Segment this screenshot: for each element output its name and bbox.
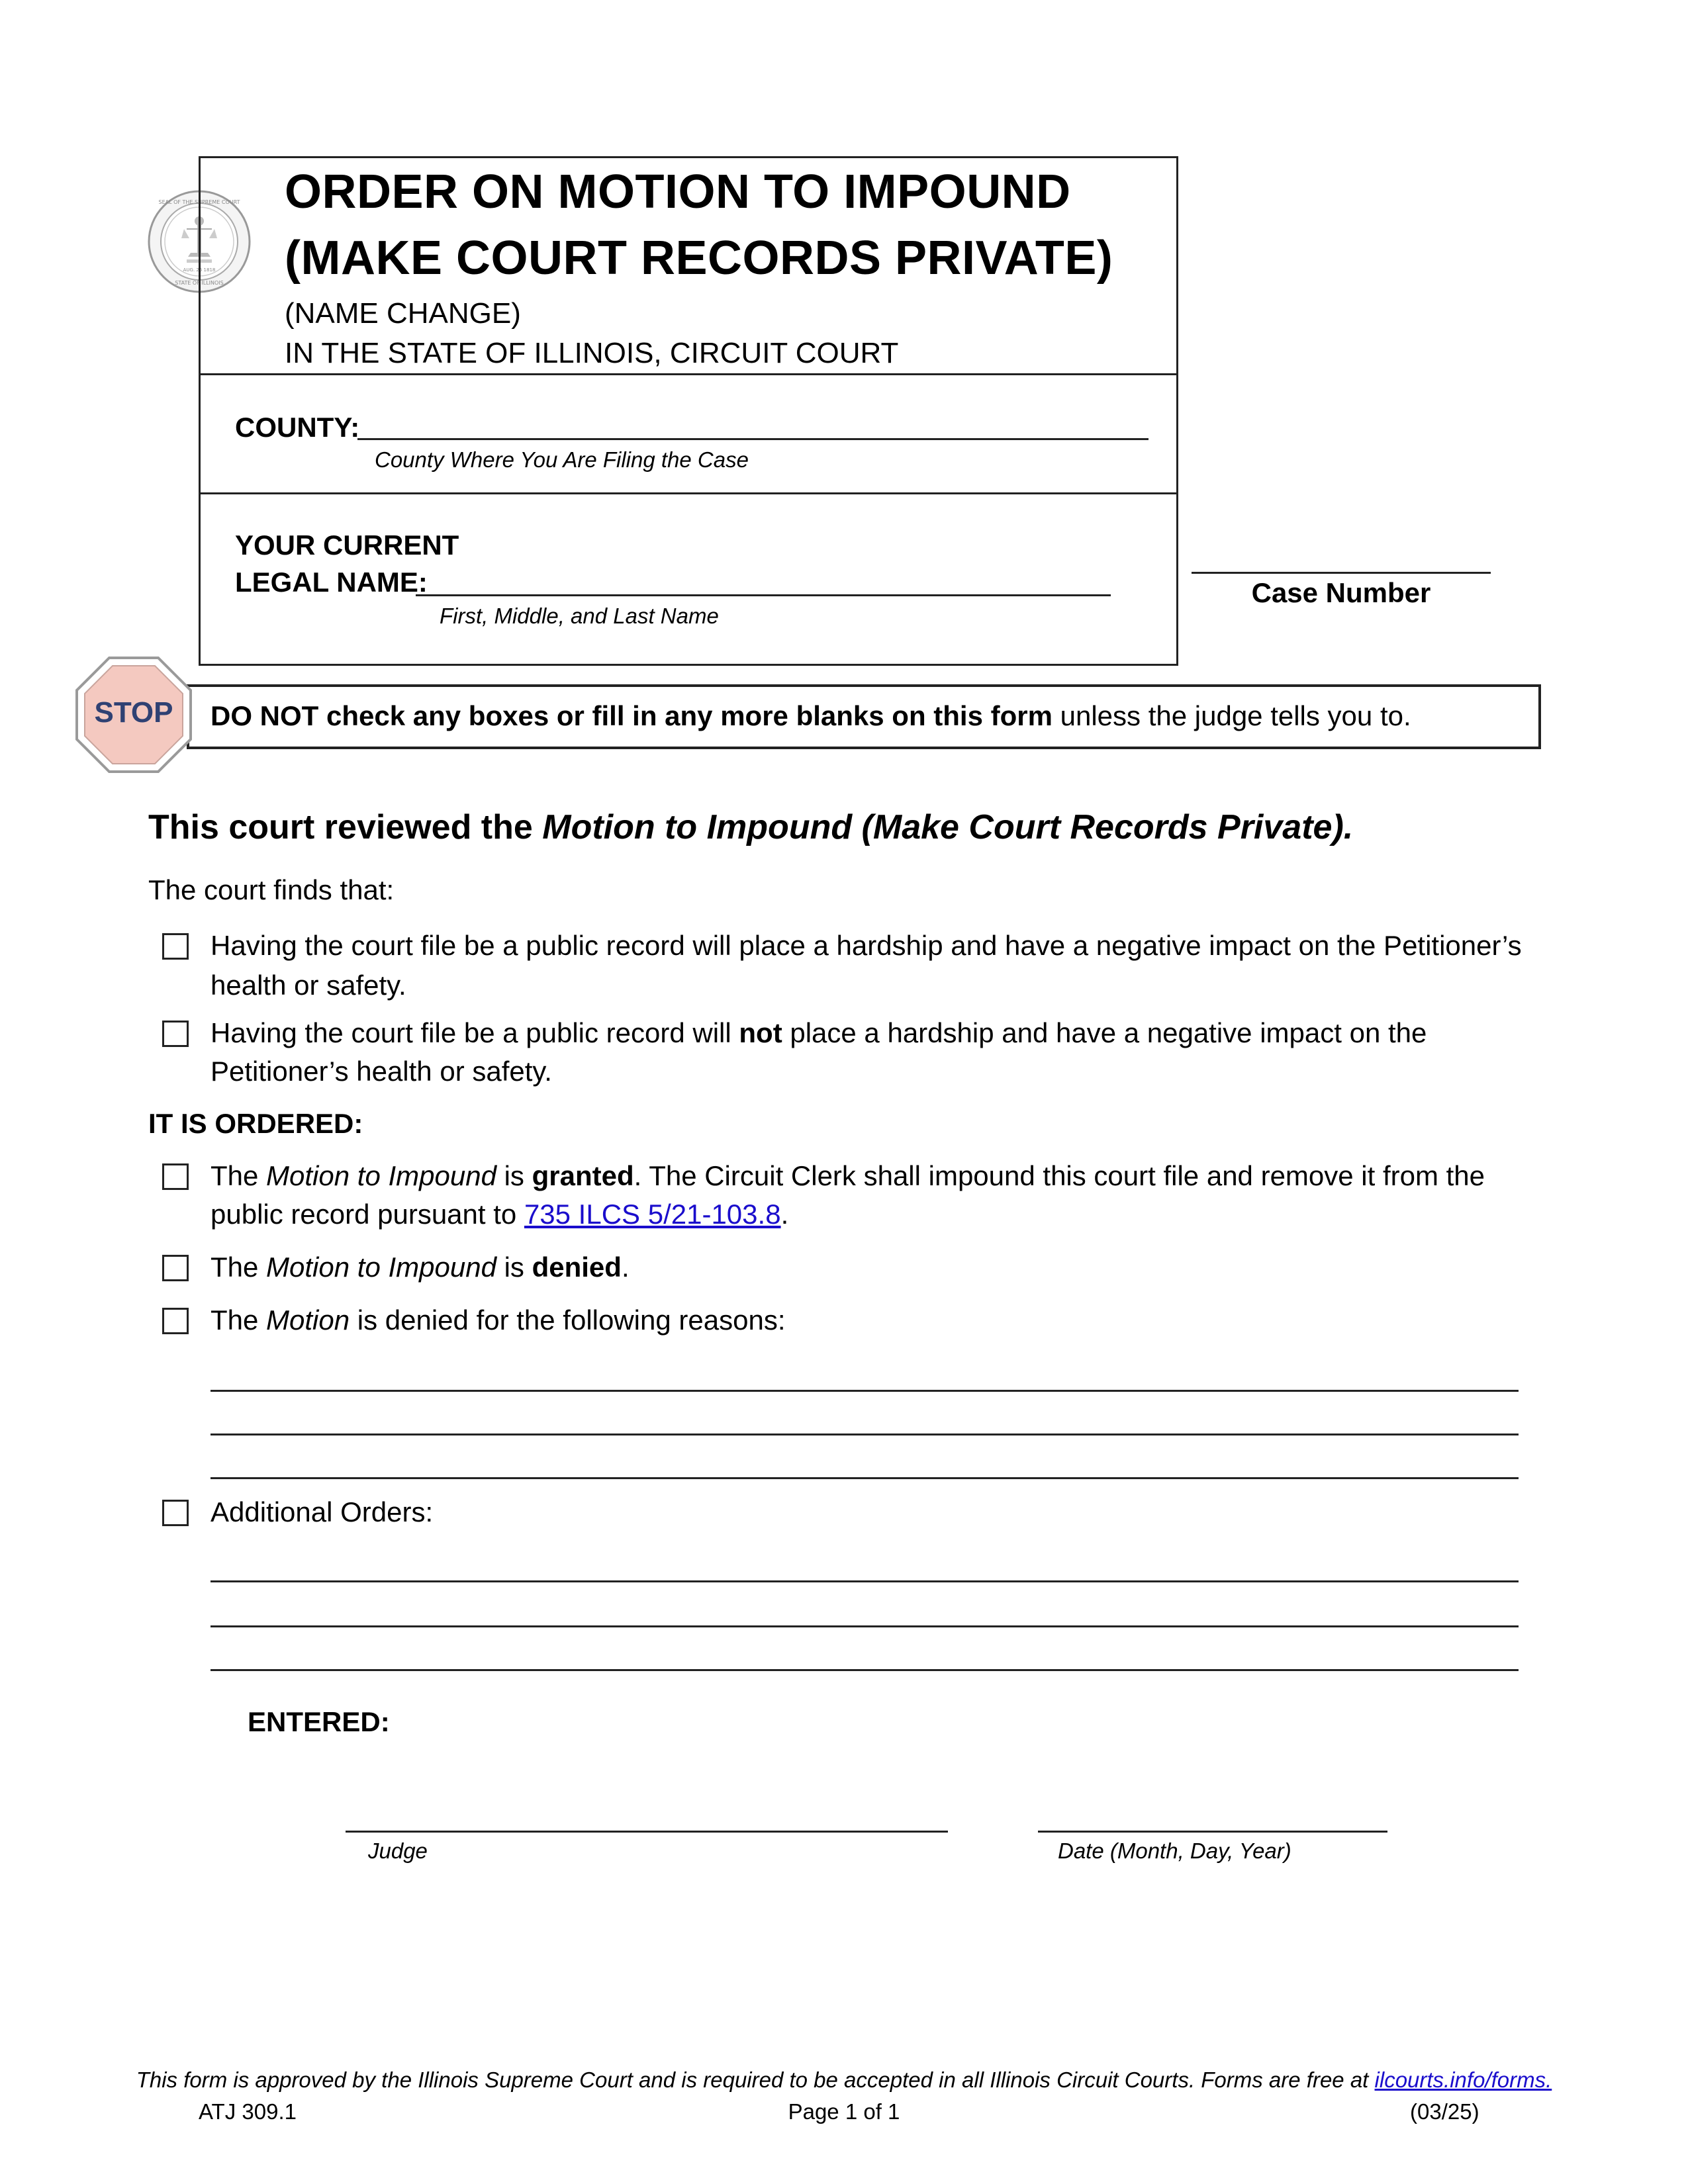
order-denied-checkbox[interactable] (162, 1255, 189, 1281)
legal-name-field[interactable] (416, 594, 1111, 596)
finding-hardship-checkbox[interactable] (162, 933, 189, 960)
county-label: COUNTY: (235, 412, 360, 443)
case-number-field[interactable] (1192, 572, 1491, 574)
review-heading (148, 807, 1353, 847)
county-hint: County Where You Are Filing the Case (375, 447, 749, 472)
order-granted-rest: . The Circuit Clerk shall impound this court file and remove it from the (633, 1160, 1485, 1191)
court-name: IN THE STATE OF ILLINOIS, CIRCUIT COURT (285, 337, 899, 369)
form-version: (03/25) (1410, 2099, 1479, 2124)
order-granted-word: granted (532, 1160, 634, 1191)
stop-warning-bold: DO NOT check any boxes or fill in any more blanks on this form (211, 700, 1053, 731)
finding-no-hardship-text-b: place a hardship and have a negative impact on the (782, 1017, 1427, 1048)
additional-order-line[interactable] (211, 1625, 1519, 1627)
order-denied-is: is (496, 1251, 532, 1283)
form-title-line2: (MAKE COURT RECORDS PRIVATE) (285, 232, 1113, 285)
stop-warning-text (211, 700, 1411, 732)
caption-divider (201, 492, 1176, 494)
order-granted-is: is (496, 1160, 532, 1191)
judge-signature-line[interactable] (346, 1831, 948, 1833)
order-denied-reasons-motion: Motion (266, 1304, 350, 1336)
order-granted-line2 (211, 1195, 788, 1234)
forms-website-link[interactable]: ilcourts.info/forms. (1374, 2068, 1552, 2092)
order-granted-line1 (211, 1157, 1485, 1195)
finding-no-hardship-not: not (739, 1017, 782, 1048)
order-granted-pursuant: public record pursuant to (211, 1199, 524, 1230)
date-line[interactable] (1038, 1831, 1387, 1833)
footer-approval-text: This form is approved by the Illinois Supreme Court and is required to be accepted in all Illinois Circuit Courts. Forms are free at (136, 2068, 1375, 2092)
it-is-ordered-heading: IT IS ORDERED: (148, 1108, 363, 1139)
seal-inner-text: STATE OF ILLINOIS (175, 280, 224, 286)
order-denied-reasons-rest: is denied for the following reasons: (350, 1304, 786, 1336)
form-title-line1: ORDER ON MOTION TO IMPOUND (285, 165, 1071, 218)
order-denied-period: . (621, 1251, 630, 1283)
form-id: ATJ 309.1 (199, 2099, 297, 2124)
date-label: Date (Month, Day, Year) (1058, 1839, 1291, 1863)
finding-no-hardship-checkbox[interactable] (162, 1021, 189, 1047)
review-heading-prefix: This court reviewed the (148, 808, 543, 846)
additional-orders-checkbox[interactable] (162, 1500, 189, 1526)
order-denied-word: denied (532, 1251, 622, 1283)
entered-label: ENTERED: (248, 1706, 390, 1737)
court-finds-text: The court finds that: (148, 874, 395, 905)
additional-order-line[interactable] (211, 1669, 1519, 1671)
order-granted-checkbox[interactable] (162, 1163, 189, 1190)
seal-ring-text: SEAL OF THE SUPREME COURT (158, 199, 240, 205)
additional-orders-label: Additional Orders: (211, 1496, 434, 1527)
finding-no-hardship-line1 (211, 1014, 1427, 1052)
order-denied-the: The (211, 1251, 267, 1283)
order-denied-reasons-checkbox[interactable] (162, 1308, 189, 1334)
footer-approval (0, 2068, 1688, 2093)
order-granted-the: The (211, 1160, 267, 1191)
page-number: Page 1 of 1 (788, 2099, 900, 2124)
seal-date-text: AUG. 26 1818 (183, 267, 216, 273)
statute-link[interactable]: 735 ILCS 5/21-103.8 (524, 1199, 781, 1230)
legal-name-hint: First, Middle, and Last Name (440, 604, 719, 628)
county-field[interactable] (357, 438, 1149, 440)
order-denied-motion: Motion to Impound (266, 1251, 496, 1283)
stop-warning-rest: unless the judge tells you to. (1052, 700, 1411, 731)
order-granted-period: . (780, 1199, 789, 1230)
order-denied-text (211, 1248, 630, 1287)
finding-hardship-line2: health or safety. (211, 970, 406, 1001)
order-granted-motion: Motion to Impound (266, 1160, 496, 1191)
finding-no-hardship-line2: Petitioner’s health or safety. (211, 1056, 552, 1087)
caption-divider (201, 373, 1176, 375)
reason-line[interactable] (211, 1433, 1519, 1435)
reason-line[interactable] (211, 1477, 1519, 1479)
finding-hardship-line1: Having the court file be a public record will place a hardship and have a negative impact on the Petitioner’s (211, 930, 1522, 961)
name-label-line2: LEGAL NAME: (235, 567, 428, 598)
order-denied-reasons-the: The (211, 1304, 267, 1336)
judge-label: Judge (368, 1839, 428, 1863)
reason-line[interactable] (211, 1390, 1519, 1392)
finding-no-hardship-text-a: Having the court file be a public record will (211, 1017, 739, 1048)
form-subtitle: (NAME CHANGE) (285, 297, 521, 330)
case-number-label: Case Number (1251, 577, 1431, 608)
review-heading-motion: Motion to Impound (Make Court Records Private). (542, 808, 1354, 846)
stop-sign-text: STOP (94, 696, 173, 729)
order-denied-reasons-text (211, 1301, 786, 1340)
additional-order-line[interactable] (211, 1580, 1519, 1582)
name-label-line1: YOUR CURRENT (235, 529, 459, 561)
